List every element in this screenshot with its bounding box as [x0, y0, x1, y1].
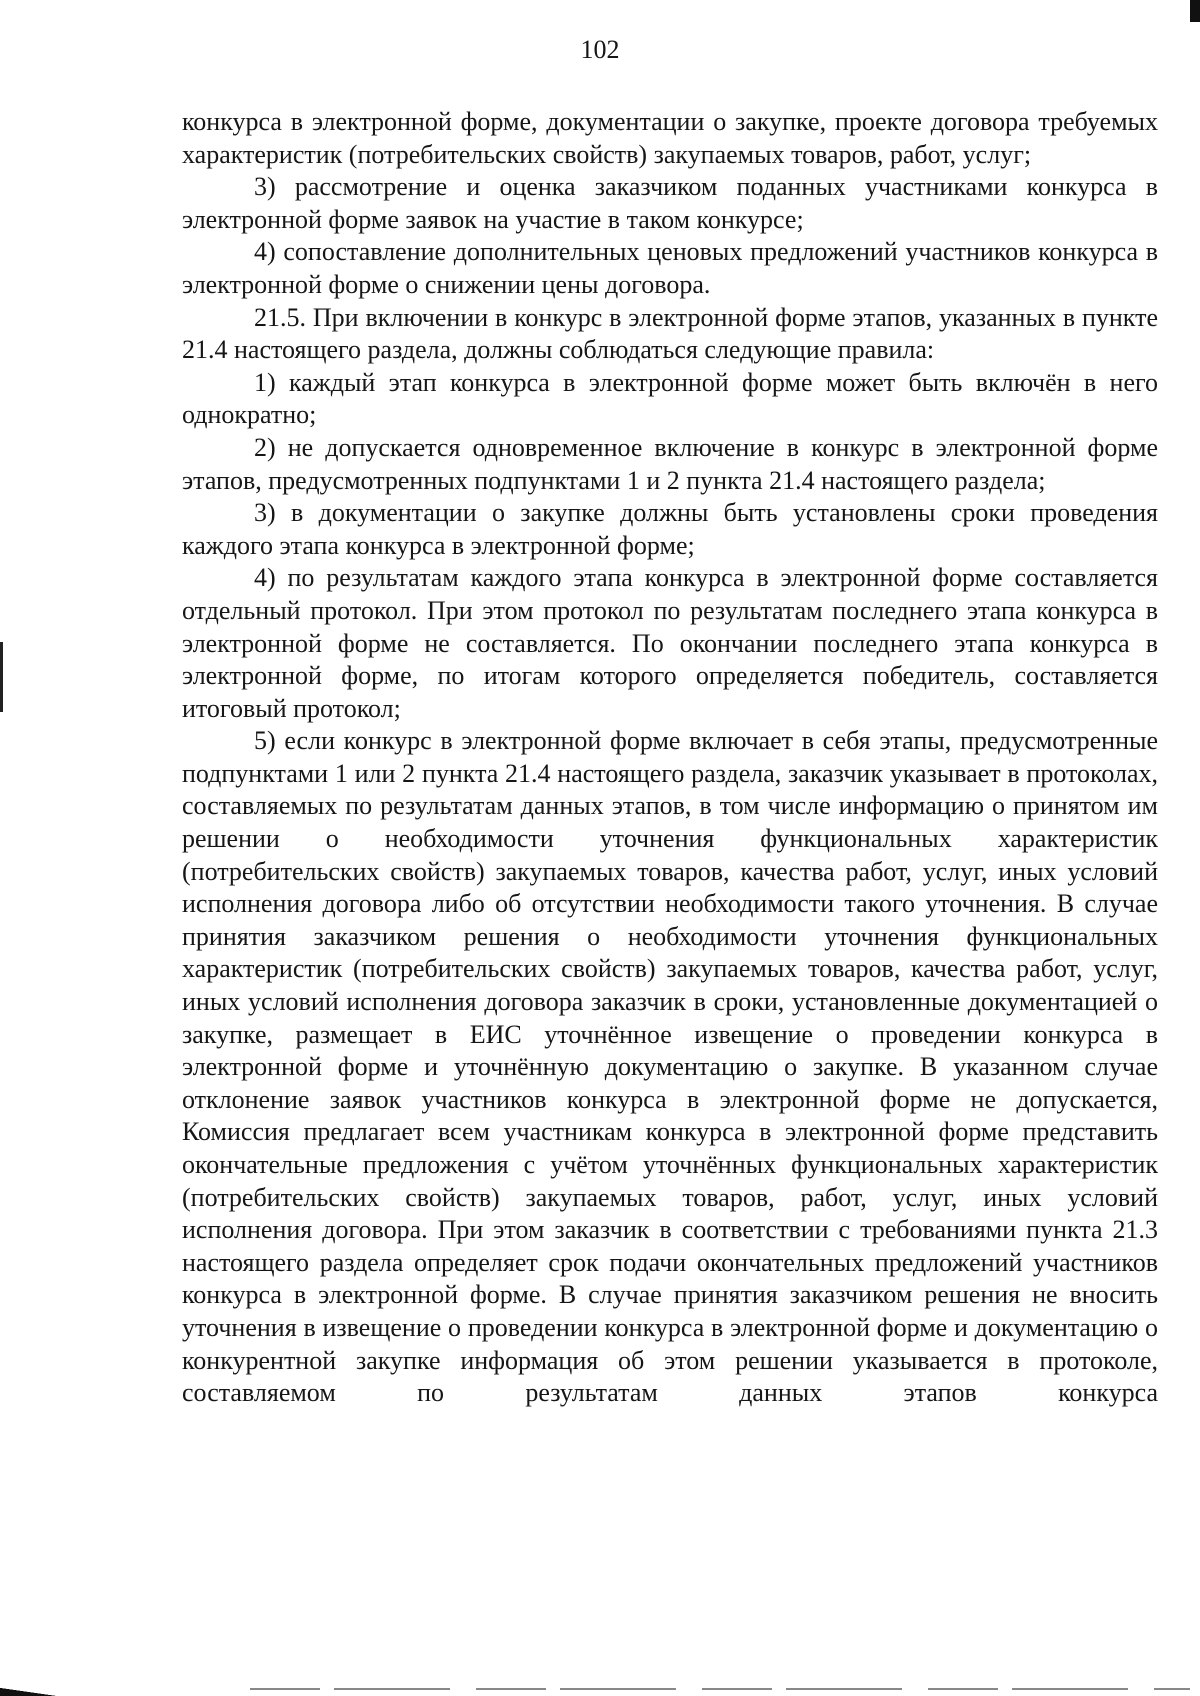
scan-margin-mark: [0, 642, 3, 712]
paragraph-rule-3: 3) в документации о закупке должны быть установлены сроки проведения каждого этапа конкурса в электронной форме;: [182, 498, 1158, 560]
document-body: [182, 106, 1158, 1410]
scan-corner-mark: [1190, 0, 1200, 22]
page-number: 102: [580, 35, 620, 64]
paragraph-rule-4: 4) по результатам каждого этапа конкурса в электронной форме составляется отдельный протокол. При этом протокол по результатам последнего этапа конкурса в электронной форме не составляется. По окончании последнего этапа конкурса в электронной форме, по итогам которого определяется победитель, составляется итоговый протокол;: [182, 563, 1158, 723]
scan-bottom-rule: [250, 1688, 1190, 1690]
paragraph-section-21-5: 21.5. При включении в конкурс в электронной форме этапов, указанных в пункте 21.4 настоящего раздела, должны соблюдаться следующие правила:: [182, 302, 1158, 365]
paragraph-item-3: 3) рассмотрение и оценка заказчиком поданных участниками конкурса в электронной форме заявок на участие в таком конкурсе;: [182, 172, 1158, 234]
paragraph-item-4: 4) сопоставление дополнительных ценовых предложений участников конкурса в электронной форме о снижении цены договора.: [182, 237, 1158, 299]
paragraph-rule-1: 1) каждый этап конкурса в электронной форме может быть включён в него однократно;: [182, 367, 1158, 430]
paragraph-continuation: конкурса в электронной форме, документации о закупке, проекте договора требуемых характеристик (потребительских свойств) закупаемых товаров, работ, услуг;: [182, 107, 1158, 169]
paragraph-rule-5: 5) если конкурс в электронной форме включает в себя этапы, предусмотренные подпунктами 1 или 2 пункта 21.4 настоящего раздела, заказчик указывает в протоколах, составляемых по результатам данных этапов, в том числе информацию о принятом им решении о необходимости уточнения функциональных характеристик (потребительских свойств) закупаемых товаров, качества работ, услуг, иных условий исполнения договора либо об отсутствии необходимости такого уточнения. В случае принятия заказчиком решения о необходимости уточнения функциональных характеристик (потребительских свойств) закупаемых товаров, качества работ, услуг, иных условий исполнения договора заказчик в сроки, установленные документацией о закупке, размещает в ЕИС уточнённое извещение о проведении конкурса в электронной форме и уточнённую документацию о закупке. В указанном случае отклонение заявок участников конкурса в электронной форме не допускается, Комиссия предлагает всем участникам конкурса в электронной форме представить окончательные предложения с учётом уточнённых функциональных характеристик (потребительских свойств) закупаемых товаров, работ, услуг, иных условий исполнения договора. При этом заказчик в соответствии с требованиями пункта 21.3 настоящего раздела определяет срок подачи окончательных предложений участников конкурса в электронной форме. В случае принятия заказчиком решения не вносить уточнения в извещение о проведении конкурса в электронной форме и документацию о конкурентной закупке информация об этом решении указывается в протоколе, составляемом по результатам данных этапов конкурса: [182, 726, 1158, 1408]
scan-bottom-mark: [0, 1686, 70, 1696]
paragraph-rule-2: 2) не допускается одновременное включение в конкурс в электронной форме этапов, предусмотренных подпунктами 1 и 2 пункта 21.4 настоящего раздела;: [182, 432, 1158, 495]
